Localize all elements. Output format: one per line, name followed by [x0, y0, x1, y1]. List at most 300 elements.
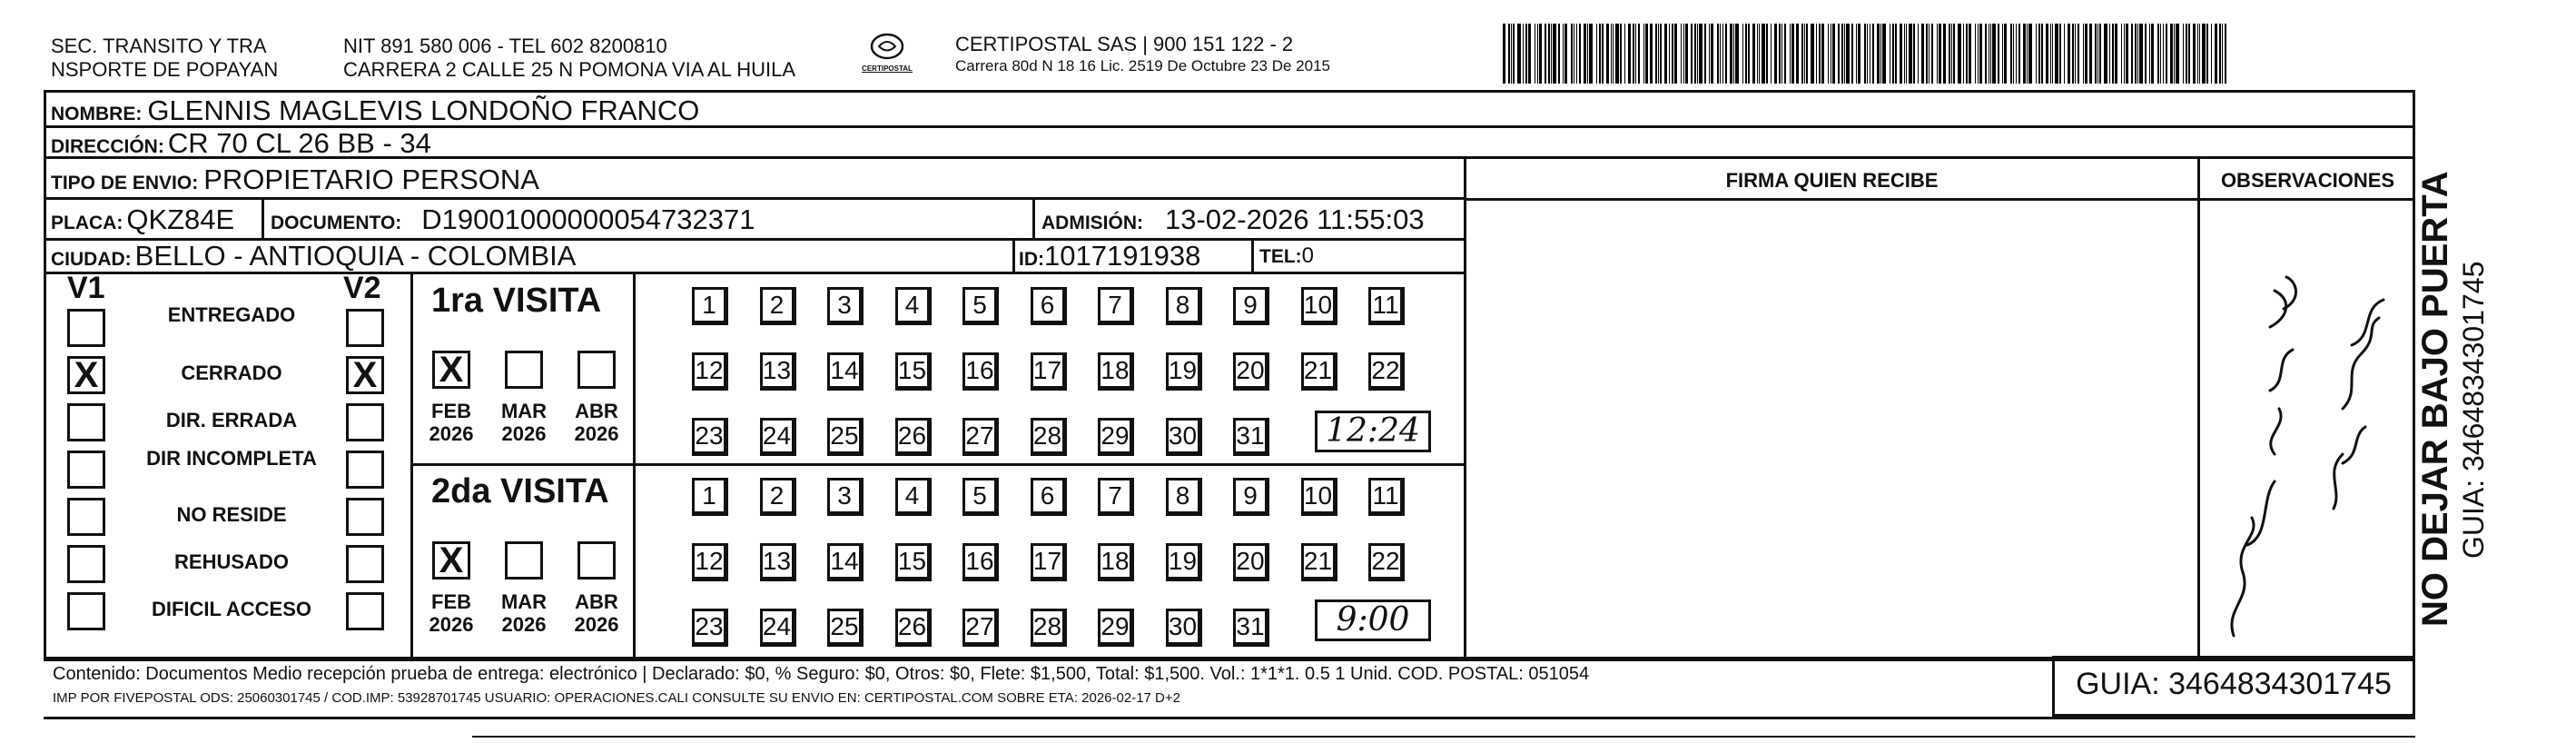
barcode-bar	[2016, 24, 2017, 84]
barcode-bar	[2145, 24, 2147, 84]
barcode-bar	[1781, 24, 1782, 84]
barcode-bar	[1963, 24, 1964, 84]
certipostal-logo	[858, 33, 916, 80]
barcode-bar	[1620, 24, 1622, 84]
visit2-day[interactable]: 3	[827, 478, 864, 516]
visit2-month-label	[497, 590, 551, 636]
row-divider	[44, 197, 1466, 200]
visit2-day[interactable]: 6	[1031, 478, 1067, 516]
barcode-bar	[1921, 24, 1924, 84]
visit1-day[interactable]: 4	[895, 287, 932, 325]
visit2-time: 9:00	[1315, 599, 1431, 641]
cell-divider	[1032, 197, 1035, 238]
v2-checkbox[interactable]	[346, 498, 384, 536]
barcode-bar	[1513, 24, 1515, 84]
barcode-bar	[1650, 24, 1653, 84]
visit1-day[interactable]: 12	[692, 352, 728, 391]
org-name	[51, 35, 278, 82]
month-year: 2026	[501, 422, 547, 445]
visit2-day[interactable]: 17	[1031, 543, 1067, 581]
barcode-bar	[1720, 24, 1721, 84]
barcode-bar	[2112, 24, 2114, 84]
barcode-bar	[1508, 24, 1510, 84]
barcode	[1503, 24, 2229, 84]
barcode-bar	[1796, 24, 1799, 84]
visit2-day[interactable]: 2	[760, 478, 796, 516]
barcode-bar	[1611, 24, 1612, 84]
visit1-day[interactable]: 20	[1233, 352, 1269, 391]
barcode-bar	[1551, 24, 1552, 84]
nombre-label: NOMBRE:	[51, 104, 143, 124]
visit1-day[interactable]: 7	[1098, 287, 1134, 325]
visit1-month-checkbox[interactable]: X	[432, 351, 470, 389]
v2-checkbox[interactable]: X	[346, 356, 384, 394]
barcode-bar	[1882, 24, 1886, 84]
barcode-bar	[1558, 24, 1560, 84]
visit1-day[interactable]: 6	[1031, 287, 1067, 325]
barcode-bar	[1969, 24, 1971, 84]
visit2-day[interactable]: 26	[895, 609, 932, 647]
barcode-bar	[2222, 24, 2223, 84]
barcode-bar	[2121, 24, 2122, 84]
month-name: MAR	[500, 400, 548, 422]
barcode-bar	[1752, 24, 1755, 84]
visit1-day[interactable]: 30	[1166, 418, 1202, 456]
visit1-day[interactable]: 26	[895, 418, 932, 456]
month-year: 2026	[574, 613, 619, 636]
barcode-bar	[1806, 24, 1808, 84]
barcode-bar	[1821, 24, 1824, 84]
barcode-bar	[2095, 24, 2097, 84]
status-label: DIR. ERRADA	[165, 409, 298, 431]
barcode-bar	[1953, 24, 1955, 84]
barcode-bar	[1779, 24, 1781, 84]
barcode-bar	[1674, 24, 1677, 84]
barcode-bar	[2004, 24, 2007, 84]
barcode-bar	[1503, 24, 1505, 84]
id-label: ID:	[1019, 249, 1044, 270]
visit2-month-checkbox[interactable]	[577, 541, 616, 580]
direccion-row	[51, 127, 431, 160]
barcode-bar	[1717, 24, 1719, 84]
nit-line-1: NIT 891 580 006 - TEL 602 8200810	[343, 35, 667, 57]
side-guia: GUIA: 3464834301745	[2457, 261, 2490, 559]
barcode-bar	[2193, 24, 2196, 84]
barcode-bar	[1735, 24, 1739, 84]
barcode-bar	[2202, 24, 2206, 84]
v2-checkbox[interactable]	[346, 309, 384, 347]
barcode-bar	[1926, 24, 1928, 84]
carrier-block	[955, 33, 1330, 76]
placa-label: PLACA:	[51, 213, 123, 233]
visit1-day[interactable]: 28	[1031, 418, 1067, 456]
barcode-bar	[2170, 24, 2173, 84]
visit1-day[interactable]: 18	[1098, 352, 1134, 391]
v1-checkbox[interactable]	[67, 545, 105, 583]
barcode-bar	[2109, 24, 2110, 84]
tipo-label: TIPO DE ENVIO:	[51, 173, 199, 193]
v1-checkbox[interactable]	[67, 403, 105, 441]
status-label: ENTREGADO	[167, 303, 296, 326]
barcode-bar	[1613, 24, 1614, 84]
v1-checkbox[interactable]	[67, 309, 105, 347]
visit1-title: 1ra VISITA	[431, 282, 602, 320]
visit2-day[interactable]: 19	[1166, 543, 1202, 581]
visit2-day[interactable]: 29	[1098, 609, 1134, 647]
barcode-bar	[2104, 24, 2107, 84]
barcode-bar	[2149, 24, 2150, 84]
barcode-bar	[2041, 24, 2043, 84]
barcode-bar	[2068, 24, 2070, 84]
barcode-bar	[1511, 24, 1512, 84]
barcode-bar	[2038, 24, 2040, 84]
barcode-bar	[1918, 24, 1919, 84]
barcode-bar	[2174, 24, 2175, 84]
visit2-day[interactable]: 21	[1301, 543, 1337, 581]
ciudad-value: BELLO - ANTIOQUIA - COLOMBIA	[134, 240, 577, 272]
barcode-bar	[2188, 24, 2190, 84]
barcode-bar	[1904, 24, 1905, 84]
barcode-bar	[1909, 24, 1912, 84]
barcode-bar	[1757, 24, 1758, 84]
barcode-bar	[2197, 24, 2198, 84]
visit1-day[interactable]: 16	[962, 352, 999, 391]
barcode-bar	[1838, 24, 1840, 84]
barcode-bar	[1669, 24, 1670, 84]
barcode-bar	[2163, 24, 2164, 84]
barcode-bar	[1989, 24, 1990, 84]
barcode-bar	[1931, 24, 1933, 84]
visit2-day[interactable]: 31	[1233, 609, 1269, 647]
barcode-bar	[2036, 24, 2037, 84]
barcode-bar	[1523, 24, 1524, 84]
visit1-day[interactable]: 31	[1233, 418, 1269, 456]
org-line-2: NSPORTE DE POPAYAN	[51, 58, 279, 81]
visit1-day[interactable]: 19	[1166, 352, 1202, 391]
cell-divider	[1012, 238, 1015, 272]
barcode-bar	[1867, 24, 1868, 84]
direccion-label: DIRECCIÓN:	[51, 136, 164, 157]
id-value: 1017191938	[1044, 240, 1201, 272]
nit-block	[343, 35, 795, 82]
barcode-bar	[1733, 24, 1734, 84]
barcode-bar	[2215, 24, 2217, 84]
v2-checkbox[interactable]	[346, 403, 384, 441]
barcode-bar	[2075, 24, 2076, 84]
barcode-bar	[1722, 24, 1723, 84]
barcode-bar	[2183, 24, 2184, 84]
barcode-bar	[1683, 24, 1684, 84]
month-year: 2026	[501, 613, 547, 636]
status-label: DIR INCOMPLETA	[146, 447, 317, 470]
visit1-day[interactable]: 23	[692, 418, 728, 456]
barcode-bar	[2064, 24, 2065, 84]
visit1-day[interactable]: 29	[1098, 418, 1134, 456]
placa-value: QKZ84E	[126, 203, 235, 235]
month-name: MAR	[500, 590, 548, 613]
tel-cell	[1259, 243, 1314, 269]
admision-value: 13-02-2026 11:55:03	[1165, 203, 1425, 235]
visit1-time: 12:24	[1315, 411, 1431, 452]
placa-cell	[51, 203, 234, 236]
barcode-bar	[1844, 24, 1845, 84]
visit1-day[interactable]: 3	[827, 287, 864, 325]
barcode-bar	[1828, 24, 1829, 84]
visit1-day[interactable]: 9	[1233, 287, 1269, 325]
visit2-day[interactable]: 23	[692, 609, 728, 647]
barcode-bar	[1643, 24, 1644, 84]
barcode-bar	[1697, 24, 1698, 84]
visit2-month-label	[424, 590, 479, 636]
barcode-bar	[1975, 24, 1976, 84]
visit1-day[interactable]: 10	[1301, 287, 1337, 325]
visit2-day[interactable]: 16	[962, 543, 999, 581]
barcode-bar	[2151, 24, 2154, 84]
visit1-day[interactable]: 5	[962, 287, 999, 325]
visit1-day[interactable]: 15	[895, 352, 932, 391]
month-name: ABR	[575, 590, 618, 613]
barcode-bar	[1633, 24, 1634, 84]
barcode-bar	[1681, 24, 1682, 84]
visit2-day[interactable]: 24	[760, 609, 796, 647]
barcode-bar	[1711, 24, 1713, 84]
nombre-value: GLENNIS MAGLEVIS LONDOÑO FRANCO	[147, 94, 700, 126]
org-line-1: SEC. TRANSITO Y TRA	[51, 35, 267, 57]
barcode-bar	[2157, 24, 2159, 84]
barcode-bar	[1958, 24, 1961, 84]
barcode-bar	[1906, 24, 1907, 84]
v1-checkbox[interactable]: X	[67, 356, 105, 394]
barcode-bar	[1579, 24, 1581, 84]
v2-checkbox[interactable]	[346, 545, 384, 583]
barcode-bar	[1939, 24, 1941, 84]
barcode-bar	[2137, 24, 2138, 84]
barcode-bar	[2002, 24, 2003, 84]
visit1-day[interactable]: 17	[1031, 352, 1067, 391]
visit2-day[interactable]: 15	[895, 543, 932, 581]
visit1-month-checkbox[interactable]	[505, 351, 543, 389]
barcode-bar	[1762, 24, 1765, 84]
month-name: ABR	[575, 400, 618, 422]
visit2-day[interactable]: 4	[895, 478, 932, 516]
month-year: 2026	[574, 422, 619, 445]
no-dejar-bajo-puerta: NO DEJAR BAJO PUERTA	[2415, 171, 2455, 627]
barcode-bar	[1545, 24, 1546, 84]
barcode-bar	[2126, 24, 2128, 84]
v1-checkbox[interactable]	[67, 498, 105, 536]
barcode-bar	[1877, 24, 1880, 84]
visit2-month-checkbox[interactable]	[505, 541, 543, 580]
visit1-day[interactable]: 21	[1301, 352, 1337, 391]
v1-checkbox[interactable]	[67, 592, 105, 630]
month-name: FEB	[431, 400, 471, 422]
documento-label: DOCUMENTO:	[271, 213, 402, 233]
footer-line-2: IMP POR FIVEPOSTAL ODS: 25060301745 / COD.IMP: 53928701745 USUARIO: OPERACIONES.CALI CONSULTE SU ENVIO EN: CERTIPOSTAL.COM SOBRE ETA: 2026-02-17 D+2	[53, 690, 1180, 706]
visit2-day[interactable]: 9	[1233, 478, 1269, 516]
barcode-bar	[1599, 24, 1601, 84]
barcode-bar	[2160, 24, 2161, 84]
visit2-day[interactable]: 22	[1368, 543, 1405, 581]
barcode-bar	[1615, 24, 1619, 84]
handwritten-observation	[2206, 272, 2411, 649]
footer-line-1: Contenido: Documentos Medio recepción prueba de entrega: electrónico | Declarado: $0, % Seguro: $0, Otros: $0, Flete: $1,500, Total: $1,500. Vol.: 1*1*1. 0.5 1 Unid. COD. POSTAL: 051054	[53, 664, 1590, 684]
barcode-bar	[1759, 24, 1760, 84]
barcode-bar	[1548, 24, 1550, 84]
barcode-bar	[1864, 24, 1866, 84]
barcode-bar	[2010, 24, 2012, 84]
barcode-bar	[1937, 24, 1938, 84]
barcode-bar	[1563, 24, 1564, 84]
barcode-bar	[1791, 24, 1794, 84]
barcode-bar	[1846, 24, 1850, 84]
barcode-bar	[1694, 24, 1696, 84]
v1-checkbox[interactable]	[67, 451, 105, 489]
visit2-day[interactable]: 11	[1368, 478, 1405, 516]
ciudad-label: CIUDAD:	[51, 249, 132, 270]
barcode-bar	[1539, 24, 1542, 84]
barcode-bar	[1596, 24, 1597, 84]
logo-icon	[869, 33, 905, 60]
ciudad-cell	[51, 240, 576, 272]
barcode-bar	[1858, 24, 1860, 84]
documento-cell	[271, 203, 755, 236]
barcode-bar	[1730, 24, 1732, 84]
barcode-bar	[2166, 24, 2167, 84]
barcode-bar	[1628, 24, 1631, 84]
barcode-bar	[2013, 24, 2014, 84]
barcode-bar	[2027, 24, 2028, 84]
barcode-bar	[2028, 24, 2032, 84]
visit2-day[interactable]: 25	[827, 609, 864, 647]
barcode-bar	[1774, 24, 1777, 84]
barcode-bar	[1819, 24, 1821, 84]
v2-checkbox[interactable]	[346, 451, 384, 489]
visit2-day[interactable]: 12	[692, 543, 728, 581]
barcode-bar	[1691, 24, 1693, 84]
barcode-bar	[2089, 24, 2092, 84]
barcode-bar	[1856, 24, 1857, 84]
v1-label: V1	[67, 271, 105, 305]
barcode-bar	[1742, 24, 1743, 84]
barcode-bar	[1685, 24, 1688, 84]
barcode-bar	[2099, 24, 2101, 84]
barcode-bar	[2023, 24, 2026, 84]
barcode-bar	[1900, 24, 1902, 84]
barcode-bar	[1811, 24, 1814, 84]
v2-checkbox[interactable]	[346, 592, 384, 630]
carrier-line-2: Carrera 80d N 18 16 Lic. 2519 De Octubre 23 De 2015	[955, 57, 1330, 74]
visit1-day[interactable]: 27	[962, 418, 999, 456]
visit1-day[interactable]: 1	[692, 287, 728, 325]
barcode-bar	[2115, 24, 2117, 84]
visit1-day[interactable]: 24	[760, 418, 796, 456]
row-divider	[1464, 198, 2415, 201]
barcode-bar	[2211, 24, 2212, 84]
page-edge	[472, 736, 2415, 738]
visit1-day[interactable]: 8	[1166, 287, 1202, 325]
barcode-bar	[2139, 24, 2143, 84]
visit2-title: 2da VISITA	[431, 472, 609, 510]
visit2-day[interactable]: 5	[962, 478, 999, 516]
barcode-bar	[1635, 24, 1636, 84]
barcode-bar	[2072, 24, 2074, 84]
visit2-day[interactable]: 28	[1031, 609, 1067, 647]
visit2-month-checkbox[interactable]: X	[432, 541, 470, 580]
visit1-day[interactable]: 2	[760, 287, 796, 325]
barcode-bar	[1985, 24, 1987, 84]
visit2-day[interactable]: 20	[1233, 543, 1269, 581]
visit1-day[interactable]: 13	[760, 352, 796, 391]
admision-label: ADMISIÓN:	[1041, 213, 1143, 233]
direccion-value: CR 70 CL 26 BB - 34	[167, 127, 431, 159]
visit2-day[interactable]: 1	[692, 478, 728, 516]
status-label: NO RESIDE	[176, 503, 287, 526]
visit2-day[interactable]: 30	[1166, 609, 1202, 647]
barcode-bar	[1748, 24, 1750, 84]
barcode-bar	[1638, 24, 1640, 84]
barcode-bar	[1951, 24, 1952, 84]
barcode-bar	[1992, 24, 1996, 84]
barcode-bar	[1589, 24, 1593, 84]
visit2-day[interactable]: 10	[1301, 478, 1337, 516]
status-label: REHUSADO	[174, 550, 289, 573]
visit2-day[interactable]: 18	[1098, 543, 1134, 581]
visit2-day[interactable]: 14	[827, 543, 864, 581]
month-year: 2026	[429, 422, 474, 445]
visit1-day[interactable]: 11	[1368, 287, 1405, 325]
barcode-bar	[1584, 24, 1586, 84]
barcode-bar	[1841, 24, 1843, 84]
visit2-day[interactable]: 13	[760, 543, 796, 581]
barcode-bar	[1745, 24, 1747, 84]
month-year: 2026	[429, 613, 474, 636]
visit1-day[interactable]: 25	[827, 418, 864, 456]
bottom-border	[44, 717, 2415, 719]
visit2-day[interactable]: 7	[1098, 478, 1134, 516]
firma-divider	[1464, 156, 1466, 659]
barcode-bar	[1564, 24, 1567, 84]
barcode-bar	[2176, 24, 2179, 84]
barcode-bar	[2219, 24, 2221, 84]
barcode-bar	[2085, 24, 2087, 84]
barcode-bar	[1576, 24, 1577, 84]
barcode-bar	[2135, 24, 2137, 84]
barcode-bar	[1943, 24, 1946, 84]
visit1-day[interactable]: 22	[1368, 352, 1405, 391]
visit1-month-checkbox[interactable]	[577, 351, 616, 389]
visit1-month-label	[497, 400, 551, 445]
barcode-bar	[2050, 24, 2051, 84]
barcode-bar	[1851, 24, 1853, 84]
barcode-bar	[1978, 24, 1979, 84]
barcode-bar	[1990, 24, 1991, 84]
barcode-bar	[1699, 24, 1703, 84]
barcode-bar	[1872, 24, 1874, 84]
barcode-bar	[1801, 24, 1803, 84]
barcode-bar	[1979, 24, 1982, 84]
barcode-bar	[1704, 24, 1706, 84]
barcode-bar	[1725, 24, 1727, 84]
barcode-bar	[1658, 24, 1659, 84]
visit1-day[interactable]: 14	[827, 352, 864, 391]
visit2-day[interactable]: 27	[962, 609, 999, 647]
status-label: DIFICIL ACCESO	[151, 598, 311, 620]
barcode-bar	[1766, 24, 1768, 84]
barcode-bar	[2097, 24, 2098, 84]
barcode-bar	[2059, 24, 2061, 84]
visit2-day[interactable]: 8	[1166, 478, 1202, 516]
barcode-bar	[2206, 24, 2208, 84]
